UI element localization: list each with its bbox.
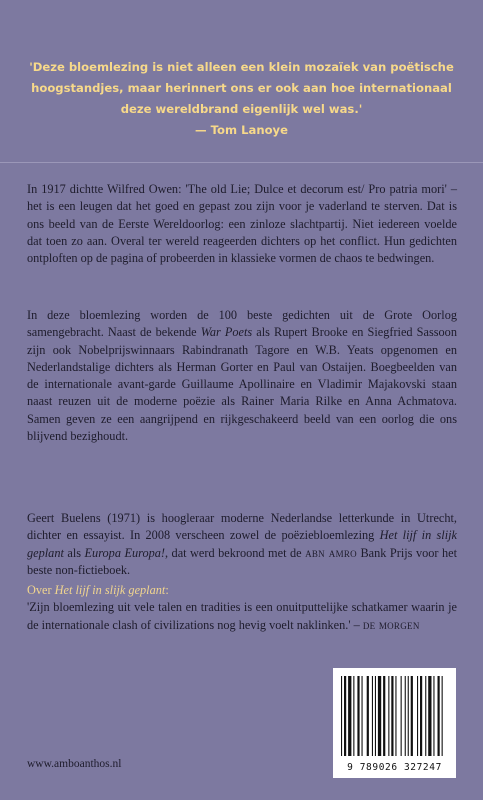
barcode-bar: [428, 676, 431, 756]
review-block: [27, 582, 457, 634]
barcode-bar: [378, 676, 381, 756]
paragraph-author: [27, 510, 457, 579]
paragraph-author-text-2: als: [63, 545, 85, 560]
barcode-bar: [341, 676, 342, 756]
review-source: de morgen: [362, 617, 420, 632]
barcode-bar: [442, 676, 443, 756]
barcode-bar: [411, 676, 413, 756]
barcode-bar: [348, 676, 351, 756]
isbn-barcode: [333, 668, 456, 778]
barcode-bar: [395, 676, 396, 756]
review-lead: [27, 582, 457, 599]
barcode-bar: [425, 676, 426, 756]
publisher-url[interactable]: www.amboanthos.nl: [27, 758, 122, 770]
barcode-bar: [372, 676, 373, 756]
barcode-bar: [362, 676, 363, 756]
paragraph-author-text-4: Bank Prijs voor het beste non-fictieboek.: [27, 545, 458, 577]
paragraph-intro-text: In 1917 dichtte Wilfred Owen: 'The old Lie; Dulce et decorum est/ Pro patria mori' – het is een leugen dat het goed en gepast zou zijn voor je vaderland te sterven. Dat is ons beeld van de Eerste Wereldoorlog: een zinloze slachtpartij. Niet iedereen voelde dat toen zo aan. Overal ter wereld reageerden dichters op het conflict. Hun gedichten ontploften op de pagina of probeerden in klassieke vormen de chaos te bedwingen.: [27, 182, 457, 266]
divider: [0, 162, 483, 163]
barcode-bar: [344, 676, 346, 756]
book-title-lijf: Het lijf in slijk geplant: [27, 528, 458, 560]
barcode-bar: [405, 676, 406, 756]
barcode-bar: [433, 676, 434, 756]
paragraph-author-text-1: Geert Buelens (1971) is hoogleraar moderne Nederlandse letterkunde in Utrecht, dichter en essayist. In 2008 verscheen zowel de poëziebloemlezing: [27, 511, 457, 543]
barcode-bar: [357, 676, 359, 756]
war-poets-title: War Poets: [200, 325, 253, 340]
barcode-bar: [401, 676, 402, 756]
barcode-bar: [391, 676, 393, 756]
barcode-bar: [438, 676, 440, 756]
quote-text: 'Deze bloemlezing is niet alleen een klein mozaïek van poëtische hoogstandjes, maar herinnert ons er ook aan hoe internationaal deze wereldbrand eigenlijk wel was.': [29, 60, 454, 116]
review-text: 'Zijn bloemlezing uit vele talen en tradities is een onuitputtelijke schatkamer waarin je de internationale clash of civilizations nog hevig voelt naklinken.' –: [27, 600, 457, 632]
barcode-bar: [353, 676, 354, 756]
barcode-digits: 9 789026 327247: [347, 762, 442, 773]
barcode-bar: [383, 676, 385, 756]
review-lead-suffix: :: [165, 583, 169, 597]
paragraph-anthology-text-1: In deze bloemlezing worden de 100 beste gedichten uit de Grote Oorlog samengebracht. Naast de bekende: [27, 308, 457, 340]
cover-quote: [20, 57, 463, 141]
barcode-bar: [420, 676, 422, 756]
barcode-bar: [388, 676, 389, 756]
barcode-bar: [408, 676, 409, 756]
review-book-title: Het lijf in slijk geplant: [54, 583, 166, 597]
paragraph-intro: [27, 181, 457, 267]
quote-author: — Tom Lanoye: [195, 123, 288, 137]
barcode-bar: [417, 676, 418, 756]
prize-sponsor: abn amro: [305, 545, 357, 560]
paragraph-anthology-text-2: als Rupert Brooke en Siegfried Sassoon zijn ook Nobelprijswinnaars Rabindranath Tagore en W.B. Yeats opgenomen en Nederlandstalige dichters als Herman Gorter en Paul van Ostaijen. Boegbeelden van de internationale avant-garde Guillaume Apollinaire en Vladimir Majakovski staan naast reuzen uit de moderne poëzie als Rainer Maria Rilke en Anna Achmatova. Samen geven ze een aangrijpend en rijkgeschakeerd beeld van een oorlog die ons blijvend bezighoudt.: [27, 325, 457, 444]
paragraph-author-text-3: , dat werd bekroond met de: [164, 545, 306, 560]
paragraph-anthology: [27, 307, 457, 445]
book-title-europa: Europa Europa!: [84, 545, 165, 560]
barcode-bar: [375, 676, 376, 756]
review-lead-prefix: Over: [27, 583, 55, 597]
barcode-bar: [367, 676, 369, 756]
barcode-bars: [333, 668, 456, 763]
